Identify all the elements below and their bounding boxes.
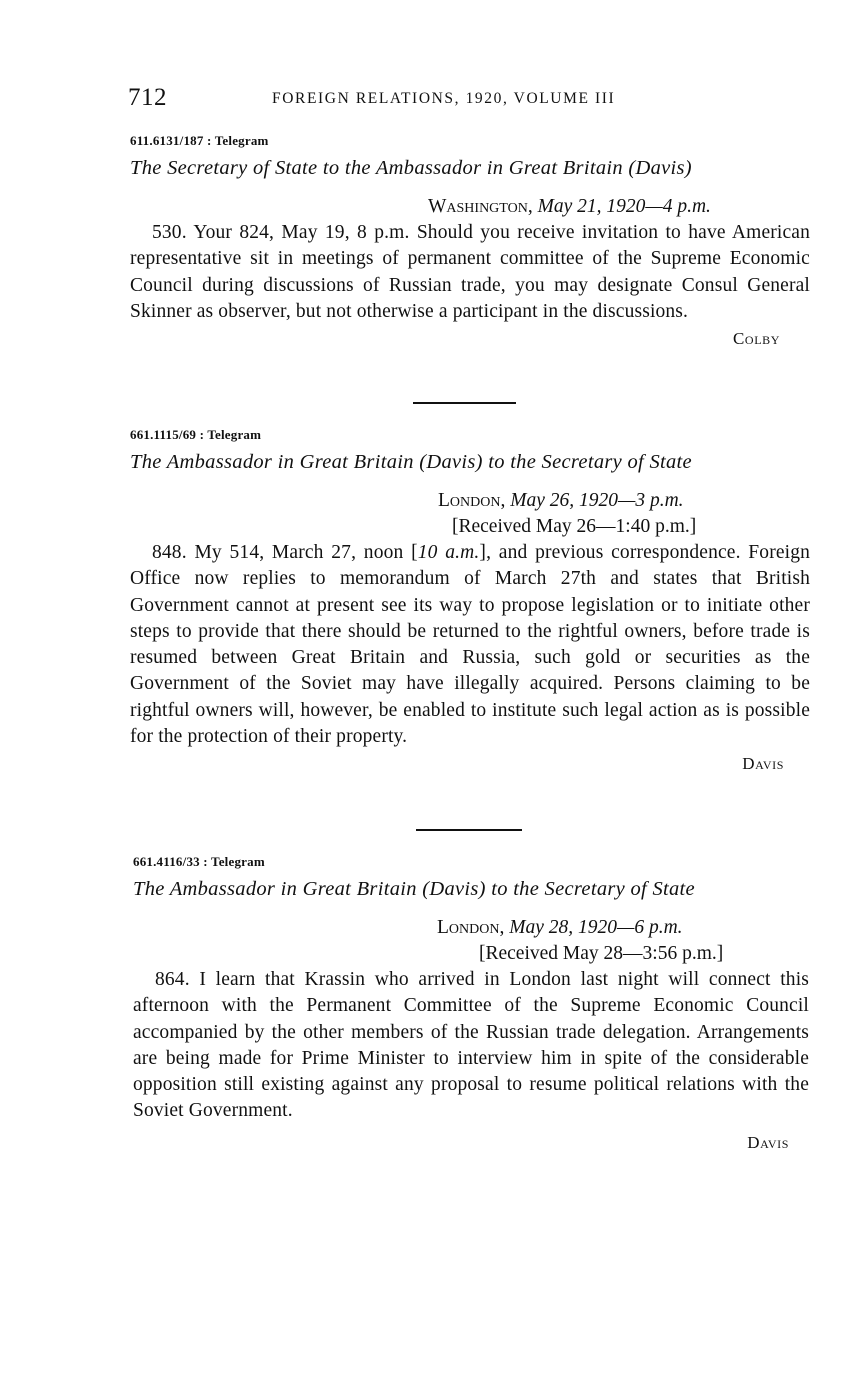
paragraph-text: I learn that Krassin who arrived in London last night will connect this afternoon with the Permanent Committee of the Supreme Economic Council accompanied by the other members of the Russian trade delegation. Arrangements are being made for Prime Minister to interview him in spite of the considerable opposition still existing against any proposal to resume political relations with the Soviet Government. — [133, 969, 809, 1122]
signature: Davis — [747, 1132, 789, 1152]
document-heading: The Secretary of State to the Ambassador in Great Britain (Davis) — [130, 157, 692, 179]
dateline-place: Washington — [428, 196, 528, 217]
file-number: 661.1115/69 : Telegram — [130, 427, 262, 442]
dateline: London, May 28, 1920—6 p.m. — [437, 917, 683, 938]
file-number: 611.6131/187 : Telegram — [130, 133, 269, 148]
section-divider — [416, 829, 522, 831]
file-number: 661.4116/33 : Telegram — [133, 854, 265, 869]
dateline: London, May 26, 1920—3 p.m. — [438, 490, 684, 511]
telegram-body — [133, 967, 809, 1125]
received-line: [Received May 28—3:56 p.m.] — [479, 943, 724, 964]
dateline-date: May 21, 1920—4 p.m. — [537, 196, 711, 217]
paragraph-number: 864. — [155, 969, 190, 990]
running-title: FOREIGN RELATIONS, 1920, VOLUME III — [272, 90, 616, 107]
telegram-1 — [130, 132, 810, 351]
paragraph-number: 530. — [152, 222, 187, 243]
dateline: Washington, May 21, 1920—4 p.m. — [428, 196, 711, 217]
paragraph-text: Your 824, May 19, 8 p.m. Should you receive invitation to have American representative sit in meetings of permanent committee of the Supreme Economic Council during discussions of Russian trade, you may designate Consul General Skinner as observer, but not otherwise a participant in the discussions. — [130, 222, 810, 322]
dateline-date: May 26, 1920—3 p.m. — [510, 490, 684, 511]
signature: Davis — [742, 754, 784, 774]
telegram-body — [130, 540, 810, 750]
dateline-date: May 28, 1920—6 p.m. — [509, 917, 683, 938]
telegram-2 — [130, 426, 810, 776]
dateline-place: London — [437, 917, 500, 938]
paragraph-text-rest: ], and previous correspondence. Foreign Office now replies to memorandum of March 27th and states that British Government cannot at present see its way to propose legislation or to initiate other steps to provide that there should be returned to the rightful owners, before trade is resumed between Great Britain and Russia, such gold or securities as the Government of the Soviet may have illegally acquired. Persons claiming to be rightful owners will, however, be enabled to institute such legal action as is possible for the protection of their property. — [130, 542, 811, 748]
telegram-3 — [133, 853, 809, 1155]
paragraph-italic-time: 10 a.m. — [417, 542, 480, 563]
telegram-body — [130, 220, 810, 325]
section-divider — [413, 402, 516, 404]
paragraph-text-start: My 514, March 27, noon [ — [194, 542, 418, 563]
signature: Colby — [732, 329, 780, 349]
paragraph-number: 848. — [152, 542, 187, 563]
received-line: [Received May 26—1:40 p.m.] — [452, 516, 697, 537]
dateline-place: London — [438, 490, 501, 511]
page-number: 712 — [128, 84, 167, 111]
document-heading: The Ambassador in Great Britain (Davis) to the Secretary of State — [133, 878, 695, 900]
document-heading: The Ambassador in Great Britain (Davis) to the Secretary of State — [130, 451, 692, 473]
